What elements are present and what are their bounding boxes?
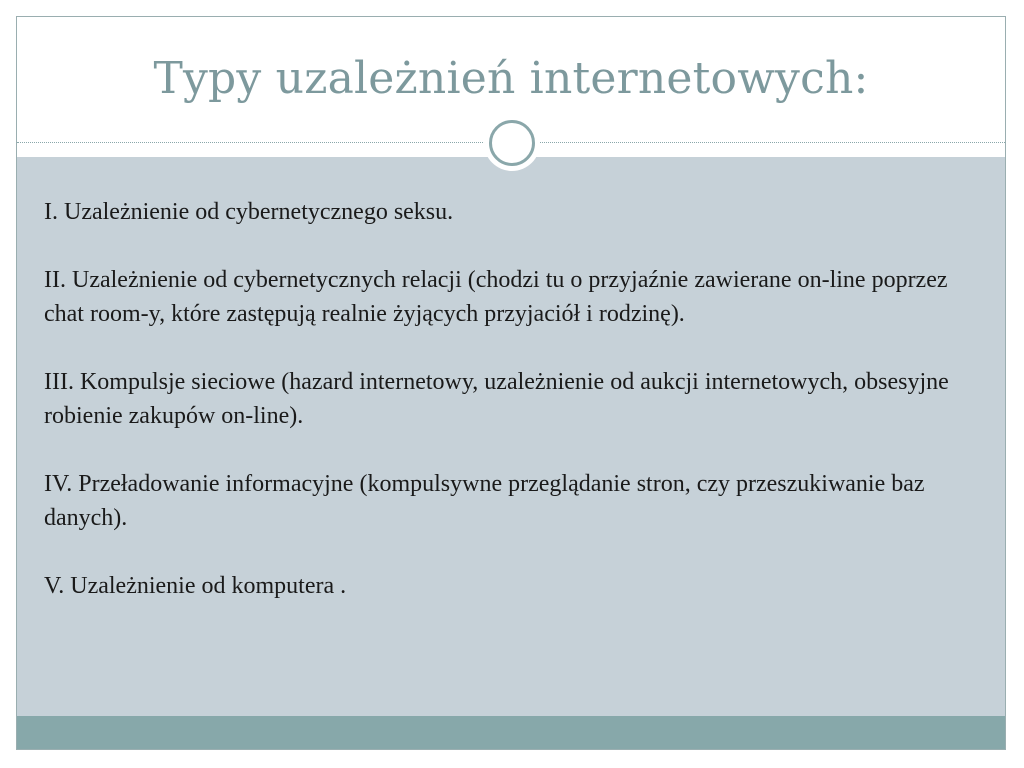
footer-bar	[17, 716, 1005, 750]
list-item-2: II. Uzależnienie od cybernetycznych relacji (chodzi tu o przyjaźnie zawierane on-line poprzez chat room-y, które zastępują realnie żyjących przyjaciół i rodzinę).	[44, 267, 948, 327]
ornament-ring	[489, 120, 535, 166]
slide-title: Typy uzależnień internetowych:	[153, 53, 869, 104]
slide-body	[44, 195, 984, 637]
list-item-5: V. Uzależnienie od komputera .	[44, 573, 347, 599]
list-item-4: IV. Przeładowanie informacyjne (kompulsywne przeglądanie stron, czy przeszukiwanie baz danych).	[44, 471, 925, 531]
list-item-3: III. Kompulsje sieciowe (hazard internetowy, uzależnienie od aukcji internetowych, obsesyjne robienie zakupów on-line).	[44, 369, 949, 429]
circle-ring-ornament-icon	[484, 115, 540, 171]
list-item-1: I. Uzależnienie od cybernetycznego seksu.	[44, 199, 454, 225]
slide	[16, 16, 1006, 750]
